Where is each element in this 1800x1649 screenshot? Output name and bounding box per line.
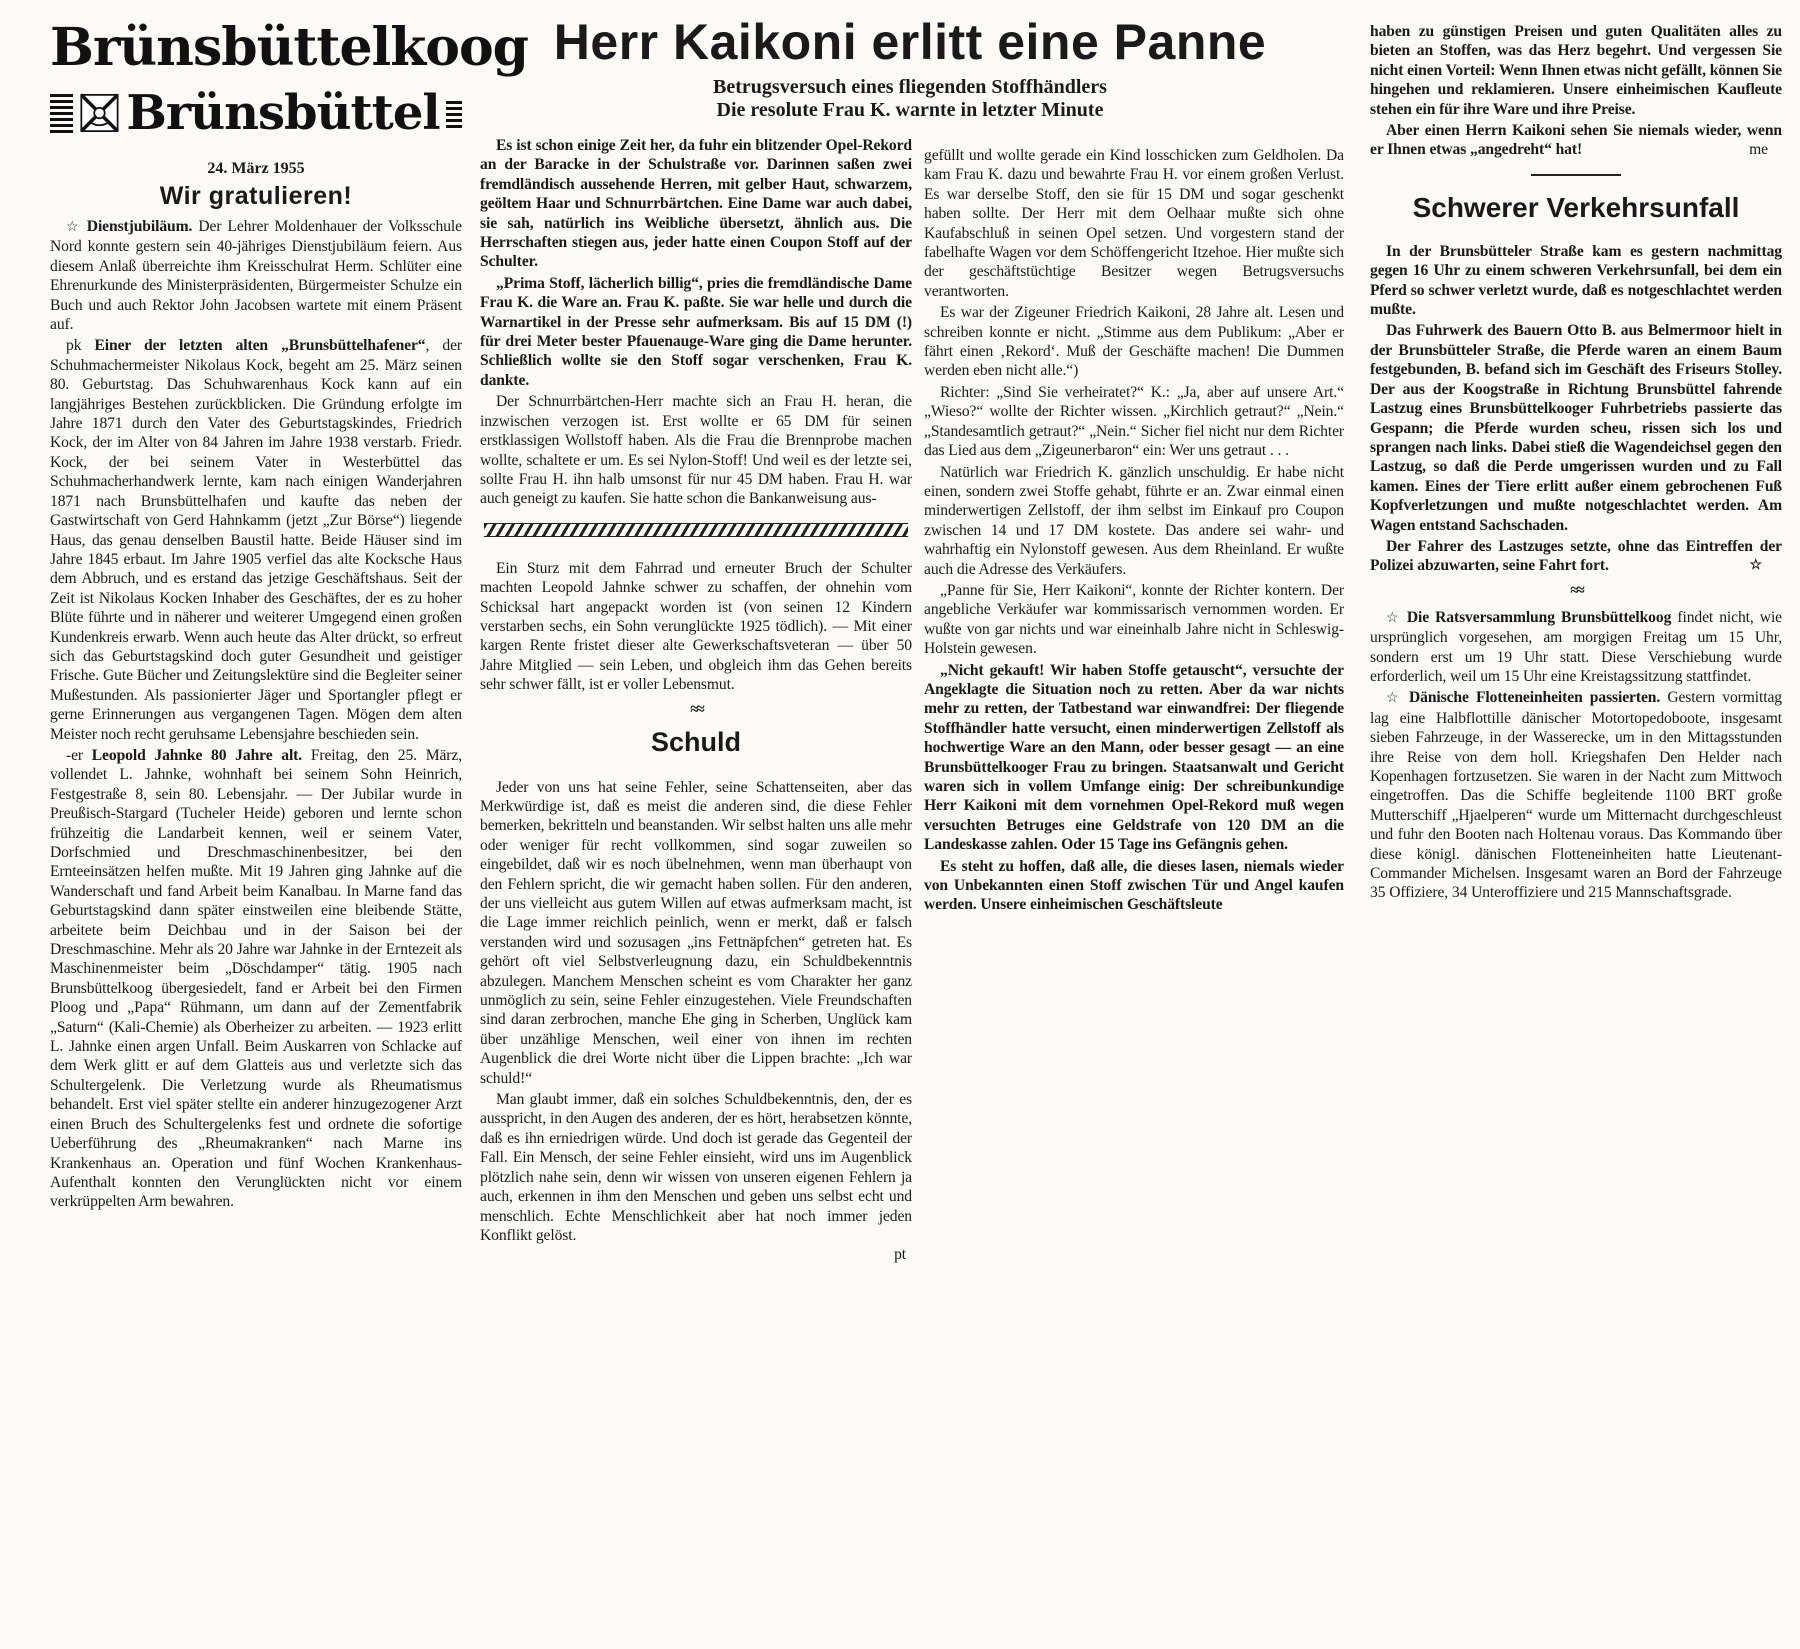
section-heading-verkehrsunfall: Schwerer Verkehrsunfall (1412, 191, 1740, 223)
kaikoni-paragraph-2: „Prima Stoff, lächerlich billig“, pries die fremdländische Dame Frau K. die Ware an. Frau K. paßte. Sie war helle und durch die Warnartikel in der Presse sehr aufmerksam. Bis auf 15 DM (!) für drei Meter bester Pfauenauge-Ware ging die Dame herunter. Schließlich wollte sie den Stoff sogar verschenken, Frau K. dankte. (480, 274, 912, 389)
star-icon: ☆ (1749, 558, 1762, 574)
article-ratsversammlung (1370, 608, 1782, 687)
masthead (50, 17, 529, 148)
kaikoni-continuation-6: „Nicht gekauft! Wir haben Stoffe getauscht“, versuchte der Angeklagte die Situation noch zu retten. Aber da war nichts mehr zu retten, der Tatbestand war einwandfrei: Der fliegende Stoffhändler hatte versucht, einen minderwertigen Zellstoff als hochwertige Ware an den Mann, oder besser gesagt — an eine Brunsbüttelkooger Frau zu bringen. Staatsanwalt und Gericht waren sich in vollem Umfange einig: Der schreibunkundige Herr Kaikoni mit dem vornehmen Opel-Rekord muß wegen versuchten Betruges eine Geldstrafe von 120 DM an die Landeskasse zahlen. Oder 15 Tage ins Gefängnis gehen. (924, 661, 1344, 854)
issue-date: 24. März 1955 (207, 160, 305, 177)
text-kock: , der Schuhmachermeister Nikolaus Kock, begeht am 25. März seinen 80. Geburtstag. Das Schuhwarenhaus Kock kann auf ein langjähriges Bestehen zurückblicken. Die Gründung erfolgte im Jahre 1871 durch den Vater des Geburtstagskindes, Friedrich Kock, der im Alter von 84 Jahren im Jahre 1938 verstarb. Friedr. Kock, der bei seinem Vater in Westerbüttel das Schuhmacherhandwerk lernte, kam nach einigen Wanderjahren 1871 nach Brunsbüttelhafen und kaufte das neben der Gastwirtschaft von Gerd Hahnkamm (jetzt „Zur Börse“) liegende Haus, das genau denselben Baustil hatte. Beide Häuser sind im Jahre 1845 erbaut. Im Jahre 1905 verfiel das alte Kocksche Haus dem Abbruch, und es erstand das jetzige Geschäftshaus. Seit der Zeit ist Nikolaus Kocken Inhaber des Geschäftes, der es zu hoher Blüte führte und in näherer und weiterer Umgegend einen großen Kundenkreis erwarb. Wenn auch heute das Alter drückt, so erfreut sich das Geburtstagskind doch guter Gesundheit und geistiger Frische. Gute Bücher und Zeitungslektüre sind die Begleiter seiner Mußestunden. Als passionierter Jäger und Sportangler pflegt er gerne Erinnerungen aus vergangenen Tagen. Mögen dem alten Meister noch recht geruhsame Lebensjahre beschieden sein. (50, 337, 462, 743)
jahnke-continuation: Ein Sturz mit dem Fahrrad und erneuter Bruch der Schulter machten Leopold Jahnke schwer zu schaffen, der ohnehin vom Schicksal hart angepackt worden ist (von seinen 12 Kindern verstarben sechs, ein Sohn verunglückte 1925 tödlich). — Mit einer kargen Rente fristet dieser alte Gewerkschaftsveteran — über 50 Jahre Mitglied — sein Leben, und obgleich ihm das Gehen bereits sehr schwer fällt, ist er voller Lebensmut. (480, 559, 912, 694)
unfall-paragraph-3-text: Der Fahrer des Lastzuges setzte, ohne das Eintreffen der Polizei abzuwarten, seine Fahrt fort. (1370, 537, 1782, 575)
schuld-paragraph-1: Jeder von uns hat seine Fehler, seine Schattenseiten, aber das Merkwürdige ist, daß es meist die anderen sind, die diese Fehler bemerken, bekritteln und beanstanden. Wir selbst halten uns alle mehr oder weniger für recht vollkommen, sind sogar zuweilen so eingebildet, daß wir es noch übelnehmen, wenn man überhaupt von den Fehlern spricht, die wir gemacht haben sollen. Für den anderen, der uns vielleicht aus gutem Willen auf etwas aufmerksam macht, ist die Lage immer reichlich peinlich, wenn er merkt, daß er falsch verstanden wird und sozusagen „ins Fettnäpfchen“ getreten hat. Es gehört oft viel Selbstverleugnung dazu, ein Schuldbekenntnis abzulegen. Manchem Menschen scheint es vom Charakter her ganz unmöglich zu sein, seine Fehler einzugestehen. Viele Freundschaften sind daran zerbrochen, manche Ehe ging in Scherben, Unglück kam über unzählige Menschen, weil einer von ihnen im rechten Augenblick die drei Worte nicht über die Lippen brachte: „Ich war schuld!“ (480, 778, 912, 1087)
lead-ratsversammlung: Die Ratsversammlung Brunsbüttelkoog (1406, 608, 1672, 626)
author-tag-kock: pk (66, 337, 95, 355)
column-4 (1370, 22, 1782, 905)
text-dienstjubilaeum: Der Lehrer Moldenhauer der Volksschule Nord konnte gestern sein 40-jähriges Dienstjubiläum feiern. Aus diesem Anlaß überreichte ihm Kreisschulrat Herm. Schlüter eine Ehrenurkunde des Ministerpräsidenten, Bürgermeister Schulze ein Buch und auch Rektor John Jacobsen wartete mit einem Präsent auf. (50, 218, 462, 334)
kaikoni-closing (1370, 121, 1782, 160)
article-flotteneinheiten (1370, 688, 1782, 902)
author-signature-me: me (1749, 141, 1768, 159)
masthead-title-1: Brünsbüttelkoog (50, 17, 529, 78)
article-kock (50, 336, 462, 744)
masthead-title-2: Brünsbüttel (126, 85, 440, 141)
section-heading-gratulieren: Wir gratulieren! (159, 182, 353, 210)
author-tag-jahnke: -er (66, 746, 92, 764)
article-dienstjubilaeum (50, 217, 462, 334)
kaikoni-continuation-3: Richter: „Sind Sie verheiratet?“ K.: „Ja, aber auf unsere Art.“ „Wieso?“ wollte der Richter wissen. „Kirchlich getraut?“ „Nein.“ „Standesamtlich getraut?“ „Nein.“ Sicher fiel nicht nur dem Richter das Lied aus dem „Zigeunerbaron“ ein: Wer uns getraut . . . (924, 383, 1344, 460)
lead-flotteneinheiten: Dänische Flotteneinheiten passierten. (1408, 689, 1661, 707)
masthead-row-2 (50, 78, 462, 148)
kaikoni-lead: Es ist schon einige Zeit her, da fuhr ein blitzender Opel-Rekord an der Baracke in der Schulstraße vor. Darinnen saßen zwei fremdländisch aussehende Herren, mit gelber Haut, schwarzem, geöltem Haar und Schnurrbärtchen. Eine Dame war auch dabei, sie sah, natürlich ins Weibliche übersetzt, ähnlich aus. Die Herrschaften stiegen aus, jeder hatte einen Coupon Stoff auf der Schulter. (480, 137, 912, 271)
decorative-wave-divider (484, 523, 908, 537)
kaikoni-paragraph-3: Der Schnurrbärtchen-Herr machte sich an Frau H. heran, die inzwischen verzogen ist. Erst wollte er 65 DM für seinen erstklassigen Wollstoff haben. Als die Frau die Brennprobe machen wollte, schaltete er um. Es sei Nylon-Stoff! Und weil es der letzte sei, sollte Frau H. ihn halb umsonst für nur 45 DM haben. Frau H. war auch geneigt zu kaufen. Sie hatte schon die Bankanweisung aus- (480, 393, 912, 508)
text-jahnke: Freitag, den 25. März, vollendet L. Jahnke, wohnhaft bei seinem Sohn Heinrich, Festgestraße 8, sein 80. Lebensjahr. — Der Jubilar wurde in Preußisch-Stargard (Tucheler Heide) geboren und lernte schon frühzeitig die Landarbeit kennen, weil er seinem Vater, Dorfschmied und Dreschmaschinenbesitzer, bei den Ernteeinsätzen helfen mußte. Mit 19 Jahren ging Jahnke auf die Wanderschaft und fand Arbeit beim Kanalbau. In Marne fand das Geburtstagskind dann später einstweilen eine bleibende Stätte, arbeitete beim Deichbau und in der Saison bei der Dreschmaschine. Mehr als 20 Jahre war Jahnke in der Erntezeit als Maschinenmeister beim „Döschdamper“ tätig. 1905 nach Brunsbüttelkoog übergesiedelt, fand er Arbeit bei den Firmen Ploog und „Papa“ Rühmann, um dann auf der Zementfabrik „Saturn“ (Kali-Chemie) als Oberheizer zu arbeiten. — 1923 erlitt L. Jahnke einen argen Unfall. Beim Auskarren von Schlacke auf dem Werk glitt er auf dem Glatteis aus und verletzte sich das Schultergelenk. Die Verletzung wurde als Rheumatismus behandelt. Erst viel später stellte ein anderer hinzugezogener Arzt einen Bruch des Schultergelenks fest und ordnete die sofortige Ueberführung des „Rheumakranken“ nach Marne ins Krankenhaus an. Operation und fünf Wochen Krankenhaus-Aufenthalt konnten den Verunglückten nicht vor einem verkrüppelten Arm bewahren. (50, 746, 463, 1211)
star-icon: ☆ (1386, 691, 1402, 707)
kaikoni-continuation-5: „Panne für Sie, Herr Kaikoni“, konnte der Richter kontern. Der angebliche Verkäufer war kommissarisch vernommen worden. Er wußte von gar nichts und war eineinhalb Jahre nicht in Schleswig-Holstein gewesen. (924, 581, 1344, 658)
lead-kock: Einer der letzten alten „Brunsbüttelhafener“ (94, 337, 426, 355)
unfall-paragraph-2: Das Fuhrwerk des Bauern Otto B. aus Belmermoor hielt in der Brunsbütteler Straße, die Pferde waren an einem Baum festgebunden, B. befand sich im Geschäft des Friseurs Stolley. Der aus der Koogstraße in Richtung Brunsbüttel fahrende Lastzug eines Brunsbüttelkooger Fuhrbetriebs passierte das Gespann; die Pferde wurden scheu, rissen sich los und sprangen nach links. Dabei stieß die Wagendeichsel gegen den Lastzug, so daß die Perde umgerissen wurden und zu Fall kamen. Eines der Tiere erlitt außer einem gebrochenen Fuß Kopfverletzungen und mußte notgeschlachtet werden. Am Wagen entstand Sachschaden. (1370, 322, 1782, 534)
lead-dienstjubilaeum: Dienstjubiläum. (86, 218, 193, 235)
star-icon: ☆ (66, 220, 81, 235)
kaikoni-continuation-7: Es steht zu hoffen, daß alle, die dieses lasen, niemals wieder von Unbekannten einen Stoff zwischen Tür und Angel kaufen werden. Unsere einheimischen Geschäftsleute (924, 857, 1344, 914)
text-ratsversammlung: findet nicht, wie ursprünglich vorgesehen, am morgigen Freitag um 15 Uhr, sondern erst um 19 Uhr statt. Diese Verschiebung wurde erforderlich, weil um 15 Uhr eine Kreistagssitzung stattfindet. (1370, 608, 1782, 685)
lead-jahnke: Leopold Jahnke 80 Jahre alt. (91, 746, 303, 764)
star-icon: ☆ (1386, 610, 1401, 626)
schuld-paragraph-2-text: Man glaubt immer, daß ein solches Schuldbekenntnis, den, der es ausspricht, in den Augen des anderen, der es hört, herabsetzen könnte, daß es ihn erniedrigen würde. Und doch ist gerade das Gegenteil der Fall. Ein Mensch, der seine Fehler einsieht, wird uns im Augenblick plötzlich nahe sein, denn wir wissen von unseren eigenen Fehlern ja auch, erkennen in ihm den Menschen und geben uns selbst echt und menschlich. Echte Menschlichkeit aber hat noch immer jeden Konflikt gelöst. (480, 1091, 912, 1244)
column-3 (924, 146, 1344, 917)
unfall-paragraph-1: In der Brunsbütteler Straße kam es gestern nachmittag gegen 16 Uhr zu einem schweren Verkehrsunfall, bei dem ein Pferd so schwer verletzt wurde, daß es notgeschlachtet werden mußte. (1370, 242, 1782, 319)
separator-icon: ≈≈ (690, 700, 702, 718)
crossed-anchors-crest-icon (79, 78, 120, 148)
kaikoni-continuation-4: Natürlich war Friedrich K. gänzlich unschuldig. Er habe nicht einen, sondern zwei Stoffe gehabt, führte er an. Zwar einmal einen minderwertigen Zellstoff, der ihm selbst im Einkauf pro Coupon zwischen 14 und 17 DM kostete. Das andere sei wahr- und wahrhaftig ein Nylonstoff gewesen. Aus dem Rheinland. Er wußte auch die Adresse des Verkäufers. (924, 463, 1344, 578)
unfall-paragraph-3 (1370, 537, 1782, 576)
kaikoni-continuation-2: Es war der Zigeuner Friedrich Kaikoni, 28 Jahre alt. Lesen und schreiben konnte er nicht. „Stimme aus dem Publikum: „Aber er fährt einen ‚Rekord‘. Muß der Geschäfte machen! Die Dummen werden eben nicht alle.“) (924, 304, 1344, 380)
subheadline-1: Betrugsversuch eines fliegenden Stoffhändlers (713, 76, 1107, 98)
masthead-decoration-left (50, 93, 73, 133)
kaikoni-continuation-1: gefüllt und wollte gerade ein Kind losschicken zum Geldholen. Da kam Frau K. dazu und bewahrte Frau H. vor einem großen Verlust. Es war derselbe Stoff, den sie für 15 DM und sogar geschenkt haben sollte. Der Herr mit dem Oelhaar mußte sich ohne Kaufabschluß in seinen Opel setzen. Und vorgestern stand der fabelhafte Wagen vor dem Schöffengericht Itzehoe. Hier mußte sich der geschäftstüchtige Besitzer wegen Betrugsversuchs verantworten. (924, 147, 1344, 300)
headline-kaikoni: Herr Kaikoni erlitt eine Panne (553, 14, 1267, 70)
text-flotteneinheiten: Gestern vormittag lag eine Halbflottille dänischer Motortopedoboote, insgesamt sieben Fahrzeuge, in der Wasserecke, um in den Mittagsstunden ihre Reise von dem holl. Kriegshafen Den Helder nach Kopenhagen fortzusetzen. Sie waren in der Nacht zum Mittwoch eingetroffen. Das die Schiffe begleitende 1100 BRT große Mutterschiff „Hjaelperen“ wurde um Mitternacht durchgeschleust und fuhr den Booten nach Holtenau voraus. Das Kommando über diese königl. dänischen Flotteneinheiten hatte Lieutenant-Commander Michelsen. Insgesamt waren an Bord der Fahrzeuge 35 Offiziere, 34 Unteroffiziere und 215 Mannschaftsgrade. (1370, 689, 1783, 902)
schuld-paragraph-2 (480, 1090, 912, 1265)
divider-rule (1531, 174, 1621, 176)
separator-icon: ≈≈ (1570, 581, 1582, 599)
column-1 (50, 0, 529, 1214)
kaikoni-closing-text: Aber einen Herrn Kaikoni sehen Sie niemals wieder, wenn er Ihnen etwas „angedreht“ hat! (1370, 122, 1782, 159)
masthead-decoration-right (446, 98, 462, 128)
kaikoni-continuation-8: haben zu günstigen Preisen und guten Qualitäten alles zu bieten an Stoffen, was das Herz begehrt. Und vergessen Sie nicht einen Vorteil: Wenn Ihnen etwas nicht gefällt, können Sie hingehen und reklamieren. Unsere einheimischen Kaufleute stehen ein für ihre Ware und ihre Preise. (1370, 23, 1782, 118)
article-jahnke (50, 746, 462, 1212)
author-signature-pt: pt (894, 1246, 906, 1264)
subheadline-2: Die resolute Frau K. warnte in letzter Minute (716, 99, 1104, 121)
section-heading-schuld: Schuld (650, 726, 741, 757)
